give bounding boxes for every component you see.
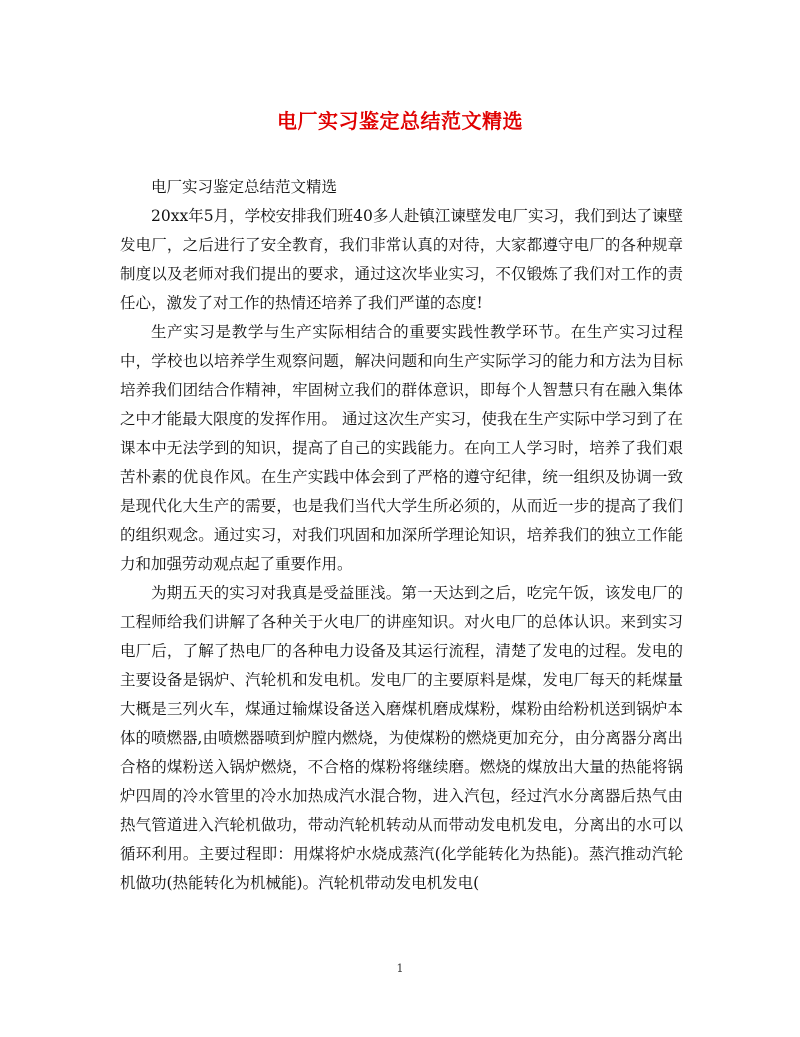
document-body — [120, 173, 683, 898]
paragraph-heading: 电厂实习鉴定总结范文精选 — [151, 178, 338, 196]
page-number: 1 — [396, 962, 404, 975]
document-title: 电厂实习鉴定总结范文精选 — [277, 109, 523, 133]
paragraph: 20xx年5月，学校安排我们班40多人赴镇江谏壁发电厂实习，我们到达了谏壁发电厂，之后进行了安全教育，我们非常认真的对待，大家都遵守电厂的各种规章制度以及老师对我们提出的要求，通过这次毕业实习，不仅锻炼了我们对工作的责任心，激发了对工作的热情还培养了我们严谨的态度! — [120, 207, 683, 312]
paragraph: 生产实习是教学与生产实际相结合的重要实践性教学环节。在生产实习过程中，学校也以培养学生观察问题，解决问题和向生产实际学习的能力和方法为目标培养我们团结合作精神，牢固树立我们的群体意识，即每个人智慧只有在融入集体之中才能最大限度的发挥作用。 通过这次生产实习，使我在生产实际中学习到了在课本中无法学到的知识，提高了自己的实践能力。在向工人学习时，培养了我们艰苦朴素的优良作风。在生产实践中体会到了严格的遵守纪律，统一组织及协调一致是现代化大生产的需要，也是我们当代大学生所必须的，从而近一步的提高了我们的组织观念。通过实习，对我们巩固和加深所学理论知识，培养我们的独立工作能力和加强劳动观点起了重要作用。 — [120, 323, 683, 573]
paragraph: 为期五天的实习对我真是受益匪浅。第一天达到之后，吃完午饭，该发电厂的工程师给我们讲解了各种关于火电厂的讲座知识。对火电厂的总体认识。来到实习电厂后，了解了热电厂的各种电力设备及其运行流程，清楚了发电的过程。发电的主要设备是锅炉、汽轮机和发电机。发电厂的主要原料是煤，发电厂每天的耗煤量大概是三列火车，煤通过输煤设备送入磨煤机磨成煤粉，煤粉由给粉机送到锅炉本体的喷燃器,由喷燃器喷到炉膛内燃烧，为使煤粉的燃烧更加充分，由分离器分离出合格的煤粉送入锅炉燃烧，不合格的煤粉将继续磨。燃烧的煤放出大量的热能将锅炉四周的冷水管里的冷水加热成汽水混合物，进入汽包，经过汽水分离器后热气由热气管道进入汽轮机做功，带动汽轮机转动从而带动发电机发电，分离出的水可以循环利用。主要过程即：用煤将炉水烧成蒸汽(化学能转化为热能)。蒸汽推动汽轮机做功(热能转化为机械能)。汽轮机带动发电机发电( — [120, 584, 683, 892]
